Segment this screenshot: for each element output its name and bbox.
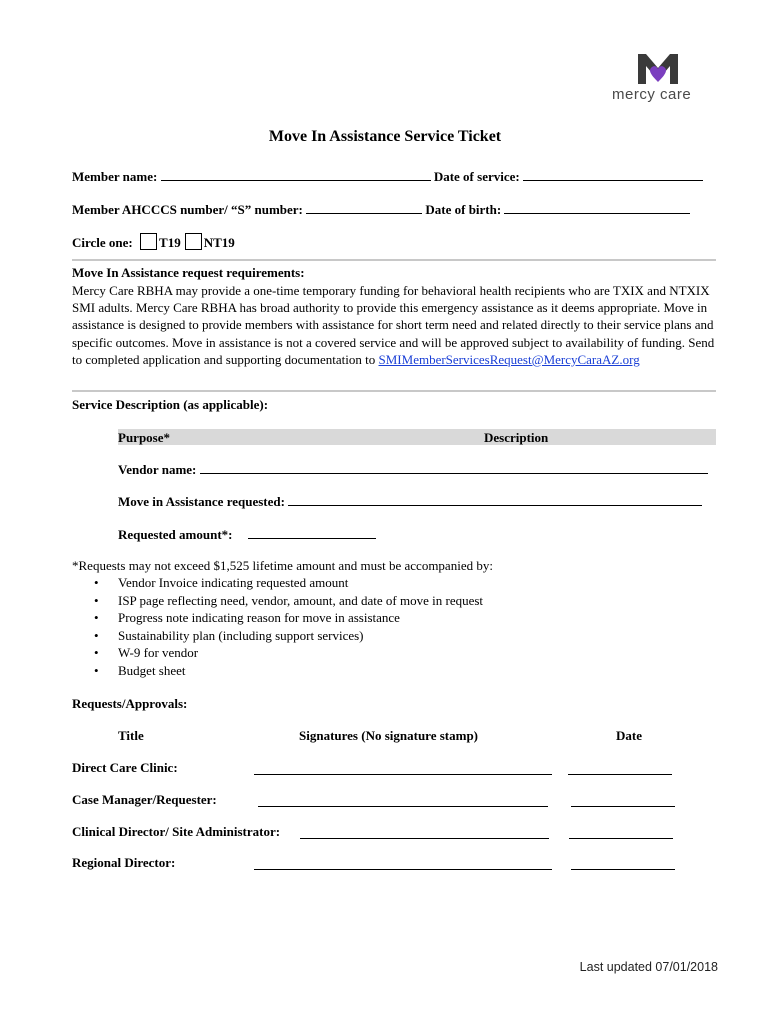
approval-row-direct-care: Direct Care Clinic: [72, 760, 178, 775]
approval-row-case-manager: Case Manager/Requester: [72, 792, 217, 807]
email-link[interactable]: SMIMemberServicesRequest@MercyCaraAZ.org [378, 351, 640, 367]
list-item: • W-9 for vendor [72, 644, 483, 662]
t19-checkbox[interactable] [140, 233, 157, 250]
member-name-field[interactable] [161, 168, 431, 181]
requirements-text: Mercy Care RBHA may provide a one-time temporary funding for behavioral health recipients who are TXIX and NTXIX SMI adults. Mercy Care RBHA has broad authority to provide this emergency assistance as it deems appropriate. Move in assistance is designed to provide members with assistance for short term need and related directly to their service plans and specific outcomes. Move in assistance is not a covered service and will be approved subject to availability of funding. Send to completed application and supporting documentation to [72, 283, 715, 367]
purpose-header-bar [118, 429, 716, 445]
circle-one-label: Circle one: [72, 235, 133, 250]
requirements-body [72, 282, 722, 368]
vendor-name-row [118, 461, 708, 478]
limits-intro: *Requests may not exceed $1,525 lifetime amount and must be accompanied by: [72, 558, 493, 573]
list-item: • Sustainability plan (including support services) [72, 627, 483, 645]
clinical-director-date-field[interactable] [569, 826, 673, 839]
regional-director-signature-field[interactable] [254, 857, 552, 870]
approval-row-clinical-director: Clinical Director/ Site Administrator: [72, 824, 281, 839]
clinical-director-signature-field[interactable] [300, 826, 549, 839]
case-manager-signature-field[interactable] [258, 794, 548, 807]
nt19-checkbox[interactable] [185, 233, 202, 250]
title-column-header: Title [118, 728, 144, 743]
requested-amount-field[interactable] [248, 526, 376, 539]
divider [72, 390, 716, 392]
circle-one-row [72, 233, 235, 251]
t19-label: T19 [159, 235, 181, 250]
direct-care-date-field[interactable] [568, 762, 672, 775]
date-column-header: Date [616, 728, 642, 743]
member-name-label: Member name: [72, 169, 158, 184]
purpose-column-header: Purpose* [118, 430, 170, 445]
logo-text: mercy care [612, 86, 692, 103]
requested-amount-row [118, 526, 376, 543]
member-ahcccs-field[interactable] [306, 201, 422, 214]
list-item: • Budget sheet [72, 662, 483, 680]
vendor-name-label: Vendor name: [118, 462, 197, 477]
description-column-header: Description [484, 430, 549, 445]
approvals-heading: Requests/Approvals: [72, 696, 188, 711]
case-manager-date-field[interactable] [571, 794, 675, 807]
list-item: • Progress note indicating reason for move in assistance [72, 609, 483, 627]
required-documents-list [72, 574, 483, 680]
direct-care-signature-field[interactable] [254, 762, 552, 775]
list-item: • ISP page reflecting need, vendor, amount, and date of move in request [72, 592, 483, 610]
approval-row-regional-director: Regional Director: [72, 855, 176, 870]
move-in-requested-row [118, 493, 702, 510]
regional-director-date-field[interactable] [571, 857, 675, 870]
list-item: • Vendor Invoice indicating requested amount [72, 574, 483, 592]
ahcccs-row [72, 201, 690, 218]
date-of-service-field[interactable] [523, 168, 703, 181]
move-in-requested-field[interactable] [288, 493, 702, 506]
requirements-heading: Move In Assistance request requirements: [72, 265, 305, 280]
signatures-column-header: Signatures (No signature stamp) [299, 728, 479, 743]
member-ahcccs-label: Member AHCCCS number/ “S” number: [72, 202, 303, 217]
divider [72, 259, 716, 261]
nt19-label: NT19 [203, 235, 235, 250]
date-of-birth-label: Date of birth: [425, 202, 502, 217]
service-heading: Service Description (as applicable): [72, 397, 269, 412]
last-updated: Last updated 07/01/2018 [579, 960, 718, 974]
requested-amount-label: Requested amount*: [118, 527, 233, 542]
page-title: Move In Assistance Service Ticket [268, 128, 502, 145]
move-in-requested-label: Move in Assistance requested: [118, 494, 285, 509]
date-of-birth-field[interactable] [504, 201, 690, 214]
vendor-name-field[interactable] [200, 461, 708, 474]
date-of-service-label: Date of service: [433, 169, 520, 184]
member-name-row [72, 168, 703, 185]
